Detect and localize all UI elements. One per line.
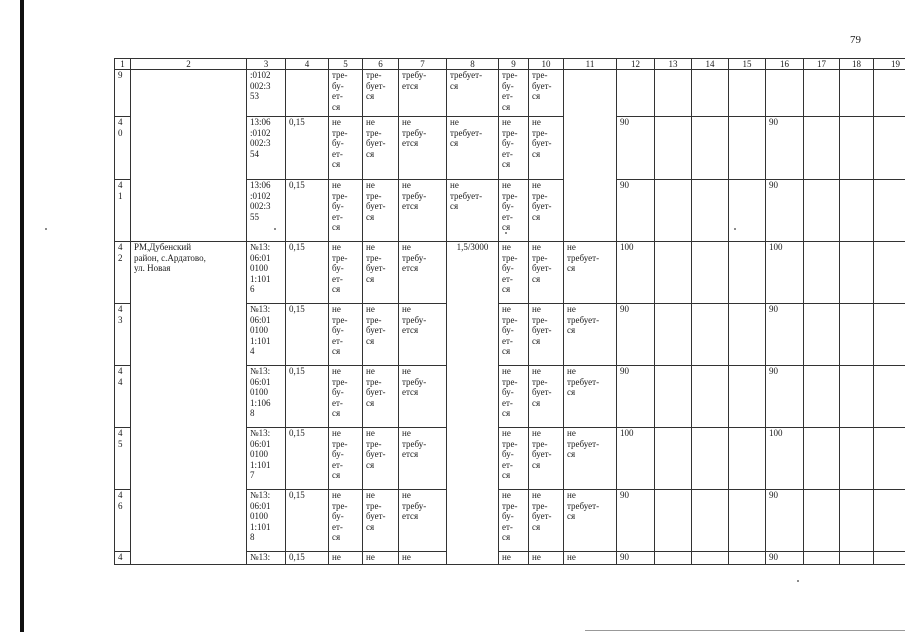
cell-col13: [655, 552, 692, 565]
col-header: 2: [131, 59, 247, 70]
cell-col7: не: [399, 552, 447, 565]
cell-col17: [804, 180, 840, 242]
cell-col15: [729, 490, 766, 552]
cell-col14: [692, 366, 729, 428]
cell-col18: [840, 117, 874, 180]
cell-col12: 100: [617, 428, 655, 490]
cell-col14: [692, 180, 729, 242]
cell-col9: не тре- бу- ет- ся: [499, 428, 529, 490]
cadastral-number: №13:: [247, 552, 286, 565]
cell-col16: 90: [766, 117, 804, 180]
scan-speck: [797, 580, 799, 582]
cell-col11: не требует- ся: [564, 242, 617, 304]
cell-col16: 90: [766, 552, 804, 565]
cell-col19: [874, 242, 905, 304]
col-header: 11: [564, 59, 617, 70]
cell-col15: [729, 180, 766, 242]
area-value: 0,15: [286, 490, 329, 552]
cadastral-number: №13: 06:01 0100 1:101 7: [247, 428, 286, 490]
cell-col18: [840, 304, 874, 366]
cell-col10: не тре- бует- ся: [529, 117, 564, 180]
cell-col7: не требу- ется: [399, 428, 447, 490]
cell-col13: [655, 242, 692, 304]
col-header: 1: [115, 59, 131, 70]
cell-col10: не тре- бует- ся: [529, 428, 564, 490]
table-row: [115, 242, 905, 304]
scan-edge-bar: [20, 0, 24, 632]
cell-col19: [874, 304, 905, 366]
cell-col16: 100: [766, 428, 804, 490]
cell-col14: [692, 70, 729, 117]
col-header: 4: [286, 59, 329, 70]
cell-col15: [729, 366, 766, 428]
cell-col13: [655, 117, 692, 180]
cadastral-number: 13:06 :0102 002:3 55: [247, 180, 286, 242]
cell-col6: не тре- бует- ся: [363, 366, 399, 428]
cell-col15: [729, 242, 766, 304]
cell-col12: 90: [617, 490, 655, 552]
cell-col14: [692, 552, 729, 565]
cell-col8: не требует- ся: [447, 117, 499, 180]
cell-col18: [840, 242, 874, 304]
cell-col17: [804, 304, 840, 366]
cell-col6: не тре- бует- ся: [363, 304, 399, 366]
cell-col6: не тре- бует- ся: [363, 242, 399, 304]
cell-col5: не: [329, 552, 363, 565]
cell-col13: [655, 180, 692, 242]
row-number: 4: [115, 552, 131, 565]
cell-col7: не требу- ется: [399, 490, 447, 552]
col-header: 16: [766, 59, 804, 70]
cell-col9: не тре- бу- ет- ся: [499, 117, 529, 180]
scan-speck: [734, 228, 736, 230]
cell-col12: [617, 70, 655, 117]
col-header: 12: [617, 59, 655, 70]
cell-col9: не тре- бу- ет- ся: [499, 180, 529, 242]
area-value: 0,15: [286, 242, 329, 304]
cell-col9: не: [499, 552, 529, 565]
cell-col14: [692, 242, 729, 304]
cell-col16: 90: [766, 366, 804, 428]
area-value: 0,15: [286, 552, 329, 565]
cell-col12: 90: [617, 366, 655, 428]
col-header: 17: [804, 59, 840, 70]
cell-col9: не тре- бу- ет- ся: [499, 490, 529, 552]
scan-speck: [505, 232, 507, 234]
cell-col13: [655, 428, 692, 490]
row-number: 4 5: [115, 428, 131, 490]
cell-col17: [804, 552, 840, 565]
area-value: 0,15: [286, 428, 329, 490]
cell-col6: не тре- бует- ся: [363, 180, 399, 242]
cell-col11: не: [564, 552, 617, 565]
col-header: 6: [363, 59, 399, 70]
cell-col12: 90: [617, 117, 655, 180]
cadastral-number: №13: 06:01 0100 1:101 4: [247, 304, 286, 366]
scan-speck: [45, 228, 47, 230]
land-plots-table: [114, 58, 905, 565]
col-header: 7: [399, 59, 447, 70]
cell-col17: [804, 70, 840, 117]
cell-col15: [729, 117, 766, 180]
cell-col19: [874, 70, 905, 117]
cell-col6: тре- бует- ся: [363, 70, 399, 117]
cell-col9: не тре- бу- ет- ся: [499, 242, 529, 304]
cell-col10: тре- бует- ся: [529, 70, 564, 117]
cell-col5: не тре- бу- ет- ся: [329, 242, 363, 304]
col-header: 9: [499, 59, 529, 70]
row-number: 4 2: [115, 242, 131, 304]
cell-col5: не тре- бу- ет- ся: [329, 304, 363, 366]
scan-speck: [274, 228, 276, 230]
cell-col19: [874, 366, 905, 428]
row-number: 4 0: [115, 117, 131, 180]
scale-cell: 1,5/3000: [447, 242, 499, 565]
cell-col17: [804, 242, 840, 304]
cell-col14: [692, 117, 729, 180]
cell-col5: не тре- бу- ет- ся: [329, 490, 363, 552]
cell-col18: [840, 490, 874, 552]
area-value: 0,15: [286, 366, 329, 428]
cell-col9: не тре- бу- ет- ся: [499, 304, 529, 366]
cell-col5: не тре- бу- ет- ся: [329, 180, 363, 242]
cell-col14: [692, 428, 729, 490]
cell-col10: не тре- бует- ся: [529, 304, 564, 366]
area-value: 0,15: [286, 117, 329, 180]
area-value: 0,15: [286, 304, 329, 366]
cell-col12: 90: [617, 180, 655, 242]
cell-col13: [655, 366, 692, 428]
cell-col15: [729, 428, 766, 490]
cadastral-number: №13: 06:01 0100 1:106 8: [247, 366, 286, 428]
cell-col16: 90: [766, 304, 804, 366]
cell-col5: не тре- бу- ет- ся: [329, 428, 363, 490]
col-header: 19: [874, 59, 905, 70]
cadastral-number: №13: 06:01 0100 1:101 6: [247, 242, 286, 304]
cell-col8: не требует- ся: [447, 180, 499, 242]
cell-col19: [874, 180, 905, 242]
cell-col17: [804, 428, 840, 490]
area-value: [286, 70, 329, 117]
row-number: 4 4: [115, 366, 131, 428]
col-header: 18: [840, 59, 874, 70]
col-header: 3: [247, 59, 286, 70]
cell-col6: не тре- бует- ся: [363, 428, 399, 490]
cell-col11: не требует- ся: [564, 366, 617, 428]
cell-col18: [840, 552, 874, 565]
cell-col12: 90: [617, 552, 655, 565]
cell-col19: [874, 428, 905, 490]
row-number: 4 1: [115, 180, 131, 242]
cell-col12: 90: [617, 304, 655, 366]
cell-col10: не: [529, 552, 564, 565]
cell-col16: 100: [766, 242, 804, 304]
cell-col7: не требу- ется: [399, 304, 447, 366]
cell-col7: не требу- ется: [399, 242, 447, 304]
cell-col15: [729, 552, 766, 565]
cell-col18: [840, 180, 874, 242]
cell-col13: [655, 490, 692, 552]
cell-col19: [874, 552, 905, 565]
cell-col6: не тре- бует- ся: [363, 117, 399, 180]
address-empty-cell: [131, 70, 247, 242]
cell-col5: тре- бу- ет- ся: [329, 70, 363, 117]
cadastral-number: 13:06 :0102 002:3 54: [247, 117, 286, 180]
cell-col5: не тре- бу- ет- ся: [329, 117, 363, 180]
cell-col9: не тре- бу- ет- ся: [499, 366, 529, 428]
cell-col12: 100: [617, 242, 655, 304]
scan-bottom-line: [585, 630, 905, 631]
cell-col14: [692, 304, 729, 366]
cell-col7: не требу- ется: [399, 366, 447, 428]
cell-col9: тре- бу- ет- ся: [499, 70, 529, 117]
cell-col15: [729, 304, 766, 366]
cell-col18: [840, 366, 874, 428]
cell-col10: не тре- бует- ся: [529, 490, 564, 552]
cadastral-number: №13: 06:01 0100 1:101 8: [247, 490, 286, 552]
col-header: 5: [329, 59, 363, 70]
cell-col7: не требу- ется: [399, 117, 447, 180]
cell-col6: не тре- бует- ся: [363, 490, 399, 552]
address-cell: РМ,Дубенский район, с.Ардатово, ул. Новая: [131, 242, 247, 565]
col-header: 10: [529, 59, 564, 70]
col-header: 13: [655, 59, 692, 70]
col-header: 15: [729, 59, 766, 70]
page-number: 79: [850, 34, 861, 46]
cell-col16: 90: [766, 180, 804, 242]
cell-col11: не требует- ся: [564, 304, 617, 366]
cell-col7: не требу- ется: [399, 180, 447, 242]
row-number: 4 6: [115, 490, 131, 552]
cell-col11: [564, 70, 617, 242]
cell-col11: не требует- ся: [564, 490, 617, 552]
column-number-row: [115, 59, 905, 70]
row-number: 9: [115, 70, 131, 117]
cell-col17: [804, 366, 840, 428]
cell-col18: [840, 70, 874, 117]
cell-col5: не тре- бу- ет- ся: [329, 366, 363, 428]
cell-col19: [874, 490, 905, 552]
cell-col8: требует- ся: [447, 70, 499, 117]
row-number: 4 3: [115, 304, 131, 366]
cell-col13: [655, 304, 692, 366]
area-value: 0,15: [286, 180, 329, 242]
cell-col18: [840, 428, 874, 490]
cell-col14: [692, 490, 729, 552]
col-header: 14: [692, 59, 729, 70]
cell-col10: не тре- бует- ся: [529, 180, 564, 242]
col-header: 8: [447, 59, 499, 70]
cell-col15: [729, 70, 766, 117]
cell-col11: не требует- ся: [564, 428, 617, 490]
cell-col6: не: [363, 552, 399, 565]
cell-col13: [655, 70, 692, 117]
table-row: [115, 70, 905, 117]
cadastral-number: :0102 002:3 53: [247, 70, 286, 117]
cell-col16: [766, 70, 804, 117]
cell-col19: [874, 117, 905, 180]
cell-col7: требу- ется: [399, 70, 447, 117]
cell-col10: не тре- бует- ся: [529, 242, 564, 304]
cell-col10: не тре- бует- ся: [529, 366, 564, 428]
cell-col17: [804, 490, 840, 552]
cell-col16: 90: [766, 490, 804, 552]
cell-col17: [804, 117, 840, 180]
